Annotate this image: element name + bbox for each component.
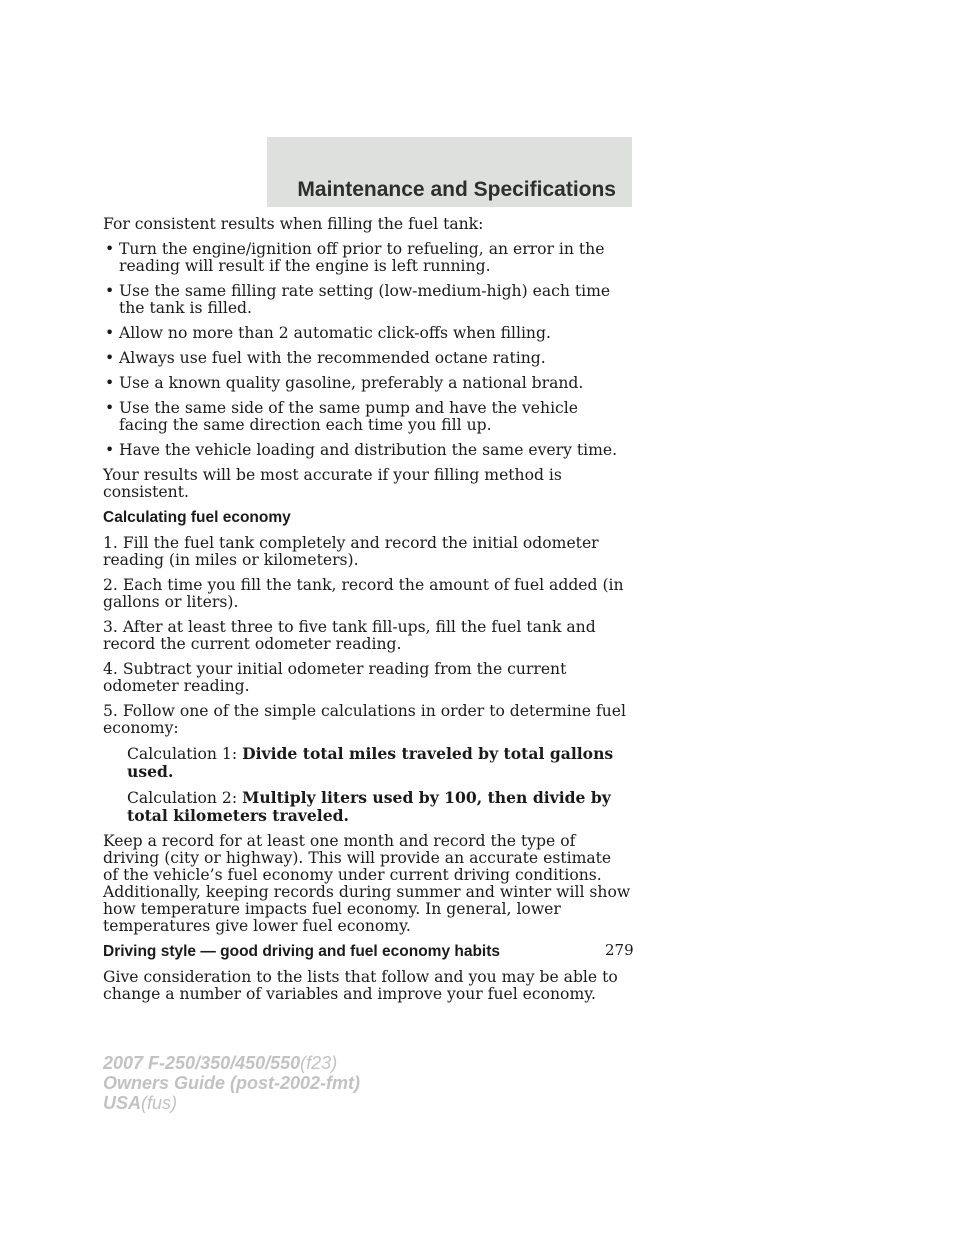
intro-text: For consistent results when filling the fuel tank: xyxy=(103,215,484,233)
section-title: Maintenance and Specifications xyxy=(297,178,616,201)
consistency-note: Your results will be most accurate if your filling method is consistent. xyxy=(103,466,562,501)
step-1: 1. Fill the fuel tank completely and record the initial odometer reading (in miles or kilometers). xyxy=(103,534,599,569)
calculating-heading: Calculating fuel economy xyxy=(103,509,291,526)
record-keeping-text: Keep a record for at least one month and record the type of driving (city or highway). This will provide an accurate estimate of the vehicle’s fuel economy under current driving conditions. Additionally, keeping records during summer and winter will show how temperature impacts fuel economy. In general, lower temperatures give lower fuel economy. xyxy=(103,832,631,935)
bullet-icon: • xyxy=(105,282,115,300)
section-header-band xyxy=(267,137,632,207)
step-2: 2. Each time you fill the tank, record the amount of fuel added (in gallons or liters). xyxy=(103,576,624,611)
footer-line-region: USA(fus) xyxy=(103,1093,178,1113)
page-content xyxy=(103,216,631,1011)
step-3: 3. After at least three to five tank fill-ups, fill the fuel tank and record the current odometer reading. xyxy=(103,618,596,653)
driving-style-text: Give consideration to the lists that follow and you may be able to change a number of variables and improve your fuel economy. xyxy=(103,968,618,1003)
driving-style-heading: Driving style — good driving and fuel economy habits xyxy=(103,943,501,960)
bullet-icon: • xyxy=(105,240,115,258)
list-item: • Turn the engine/ignition off prior to refueling, an error in the reading will result if the engine is left running. xyxy=(105,240,605,275)
list-item: • Use a known quality gasoline, preferably a national brand. xyxy=(105,374,584,392)
step-5: 5. Follow one of the simple calculations in order to determine fuel economy: xyxy=(103,702,626,737)
footer-line-model: 2007 F-250/350/450/550(f23) xyxy=(103,1053,338,1073)
bullet-icon: • xyxy=(105,349,115,367)
bullet-icon: • xyxy=(105,374,115,392)
calculation-1: Calculation 1: Divide total miles traveled by total gallons used. xyxy=(127,744,614,781)
list-item: • Allow no more than 2 automatic click-offs when filling. xyxy=(105,324,551,342)
calculation-2: Calculation 2: Multiply liters used by 100, then divide by total kilometers traveled. xyxy=(127,788,611,825)
fill-tips-list xyxy=(103,241,631,459)
list-item: • Use the same side of the same pump and have the vehicle facing the same direction each time you fill up. xyxy=(105,399,579,434)
bullet-icon: • xyxy=(105,441,115,459)
document-footer xyxy=(103,1053,360,1113)
list-item: • Have the vehicle loading and distribution the same every time. xyxy=(105,441,618,459)
step-4: 4. Subtract your initial odometer reading from the current odometer reading. xyxy=(103,660,567,695)
footer-line-guide: Owners Guide (post-2002-fmt) xyxy=(103,1073,361,1093)
bullet-icon: • xyxy=(105,399,115,417)
list-item: • Use the same filling rate setting (low-medium-high) each time the tank is filled. xyxy=(105,282,611,317)
list-item: • Always use fuel with the recommended octane rating. xyxy=(105,349,546,367)
page-number: 279 xyxy=(605,941,634,959)
bullet-icon: • xyxy=(105,324,115,342)
